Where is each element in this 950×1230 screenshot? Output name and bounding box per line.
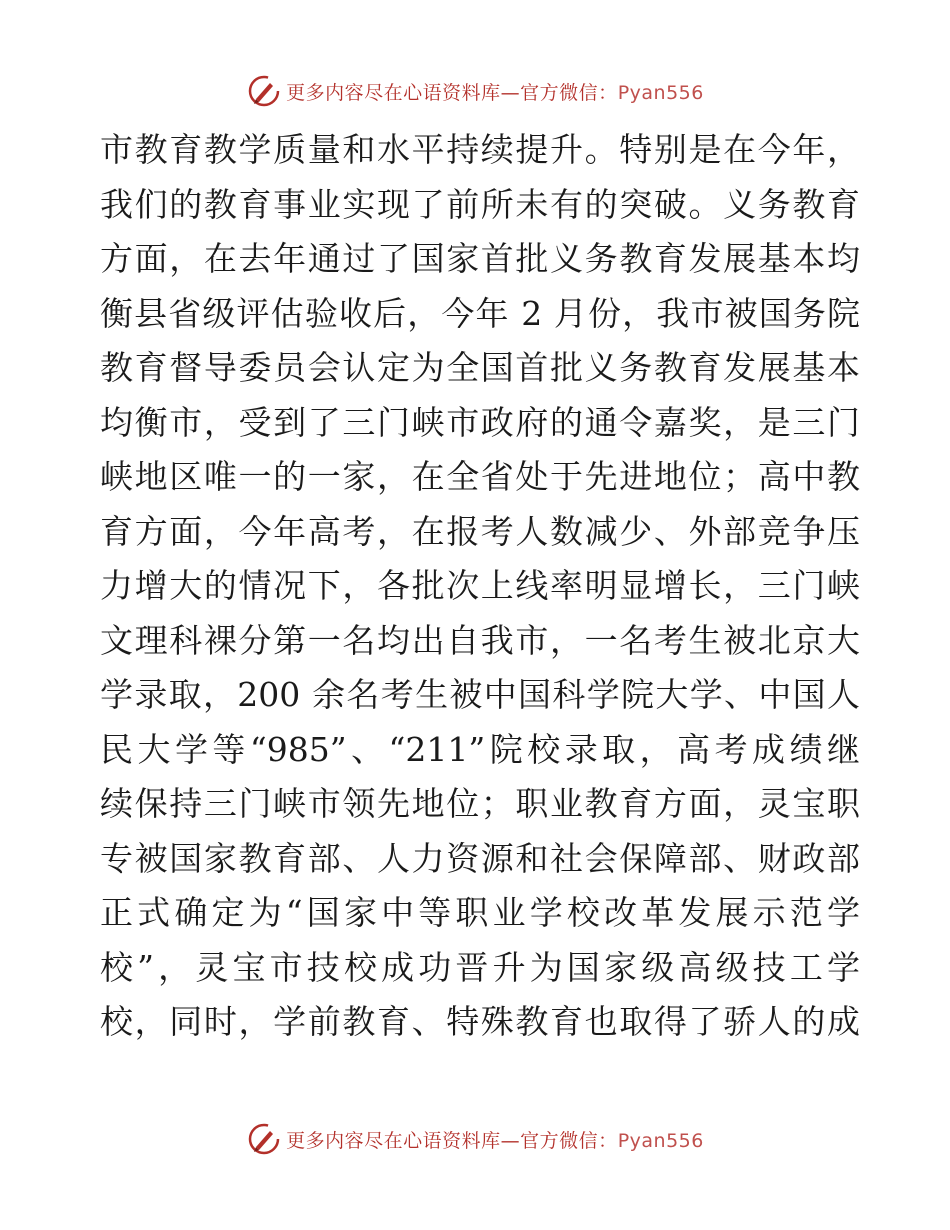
text-line: 力增大的情况下，各批次上线率明显增长，三门峡 [100,566,860,605]
text-line: 市教育教学质量和水平持续提升。特别是在今年， [100,130,860,169]
text-line: 正式确定为“国家中等职业学校改革发展示范学 [100,893,860,932]
text-line: 校，同时，学前教育、特殊教育也取得了骄人的成 [100,1002,860,1041]
watermark-separator: — [500,1129,521,1152]
watermark-label: 官方微信： [520,81,618,104]
text-line: 校”，灵宝市技校成功晋升为国家级高级技工学 [100,947,860,987]
text-line: 文理科裸分第一名均出自我市，一名考生被北京大 [100,620,860,660]
header-watermark [0,71,950,111]
watermark-label: 官方微信： [520,1129,618,1152]
text-line: 均衡市，受到了三门峡市政府的通令嘉奖，是三门 [100,402,860,442]
document-body [100,123,860,1050]
watermark-site: 更多内容尽在心语资料库 [286,81,501,104]
watermark-wechat-id: Pyan556 [617,1129,704,1152]
watermark-wechat-id: Pyan556 [617,81,704,104]
text-line: 育方面，今年高考，在报考人数减少、外部竞争压 [100,511,860,551]
footer-watermark [0,1119,950,1159]
watermark-separator: — [500,81,521,104]
watermark-text [286,1126,704,1153]
text-line: 峡地区唯一的一家，在全省处于先进地位；高中教 [100,457,860,496]
text-line: 方面，在去年通过了国家首批义务教育发展基本均 [100,239,860,278]
text-line: 民大学等“985”、“211”院校录取，高考成绩继 [100,729,860,769]
watermark-site: 更多内容尽在心语资料库 [286,1129,501,1152]
text-line: 我们的教育事业实现了前所未有的突破。义务教育 [100,184,860,224]
text-line: 学录取，200 余名考生被中国科学院大学、中国人 [100,675,860,714]
text-line: 教育督导委员会认定为全国首批义务教育发展基本 [100,348,860,387]
text-line: 续保持三门峡市领先地位；职业教育方面，灵宝职 [100,784,860,823]
text-line: 衡县省级评估验收后，今年 2 月份，我市被国务院 [100,293,860,333]
text-line: 专被国家教育部、人力资源和社会保障部、财政部 [100,838,860,878]
quill-pen-logo-icon [246,73,282,109]
quill-pen-logo-icon [246,1121,282,1157]
watermark-text [286,78,704,105]
